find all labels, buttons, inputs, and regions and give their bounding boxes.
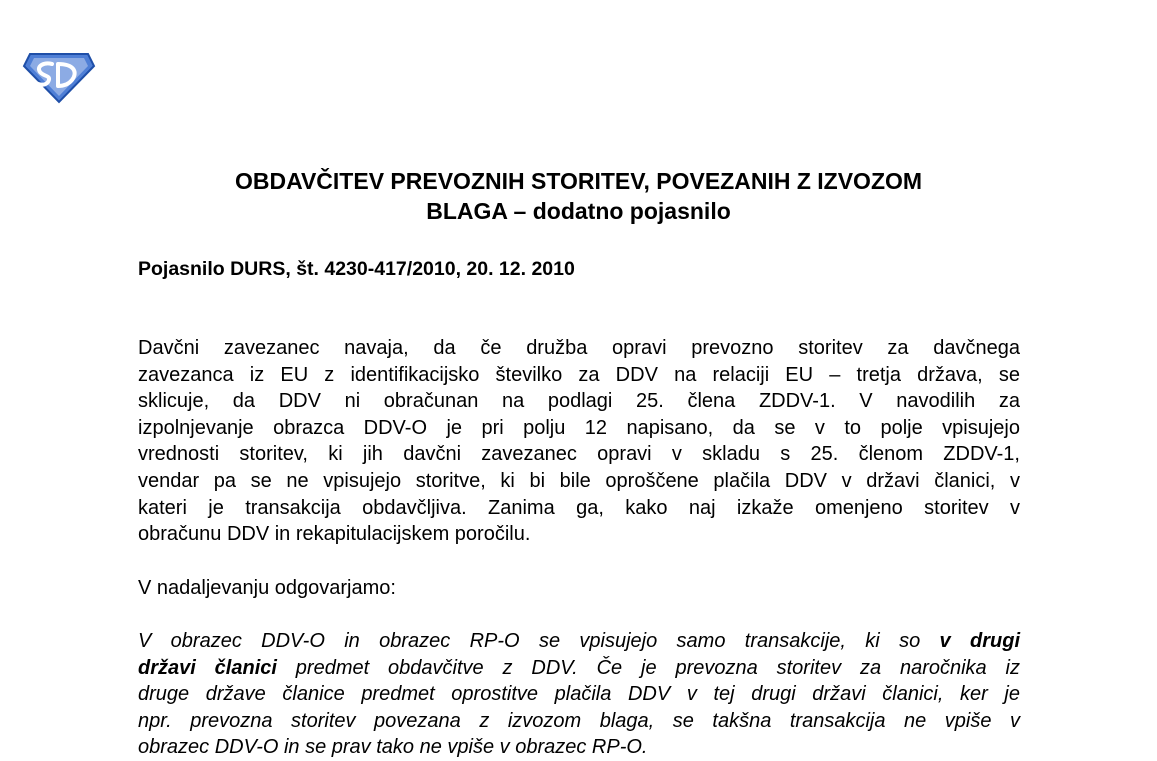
paragraph-line: druge države članice predmet oprostitve plačila DDV v tej drugi državi članici, ker je <box>138 683 1020 706</box>
paragraph-answer-intro: V nadaljevanju odgovarjamo: <box>138 577 396 599</box>
document-title <box>120 166 1037 226</box>
title-line-2: BLAGA – dodatno pojasnilo <box>426 198 731 224</box>
paragraph-line <box>138 655 1020 682</box>
document-subtitle: Pojasnilo DURS, št. 4230-417/2010, 20. 12. 2010 <box>138 258 575 280</box>
title-line-1: OBDAVČITEV PREVOZNIH STORITEV, POVEZANIH Z IZVOZOM <box>234 168 923 194</box>
paragraph-line: npr. prevozna storitev povezana z izvozom blaga, se takšna transakcija ne vpiše v <box>138 709 1020 732</box>
answer-emphasis: v drugi <box>939 630 1020 652</box>
paragraph-answer <box>138 628 1020 761</box>
answer-emphasis: državi članici <box>138 656 277 679</box>
paragraph-line: sklicuje, da DDV ni obračunan na podlagi 25. člena ZDDV-1. V navodilih za <box>138 390 1020 413</box>
paragraph-line: kateri je transakcija obdavčljiva. Zanima ga, kako naj izkaže omenjeno storitev v <box>138 496 1020 519</box>
sd-logo-icon <box>22 50 96 104</box>
paragraph-line: Davčni zavezanec navaja, da če družba opravi prevozno storitev za davčnega <box>138 337 1020 359</box>
paragraph-line: obrazec DDV-O in se prav tako ne vpiše v obrazec RP-O. <box>138 736 648 759</box>
paragraph-question <box>138 335 1020 548</box>
paragraph-line: vendar pa se ne vpisujejo storitve, ki bi bile oproščene plačila DDV v državi članici, v <box>138 469 1020 492</box>
paragraph-line: obračunu DDV in rekapitulacijskem poročilu. <box>138 523 531 546</box>
answer-text: V obrazec DDV-O in obrazec RP-O se vpisujejo samo transakcije, ki so <box>138 630 940 652</box>
paragraph-line: zavezanca iz EU z identifikacijsko številko za DDV na relaciji EU – tretja država, se <box>138 363 1020 386</box>
paragraph-line: izpolnjevanje obrazca DDV-O je pri polju 12 napisano, da se v to polje vpisujejo <box>138 416 1020 439</box>
answer-text: predmet obdavčitve z DDV. Če je prevozna storitev za naročnika iz <box>276 656 1020 679</box>
paragraph-line: vrednosti storitev, ki jih davčni zavezanec opravi v skladu s 25. členom ZDDV-1, <box>138 443 1020 466</box>
paragraph-line <box>138 628 1020 655</box>
